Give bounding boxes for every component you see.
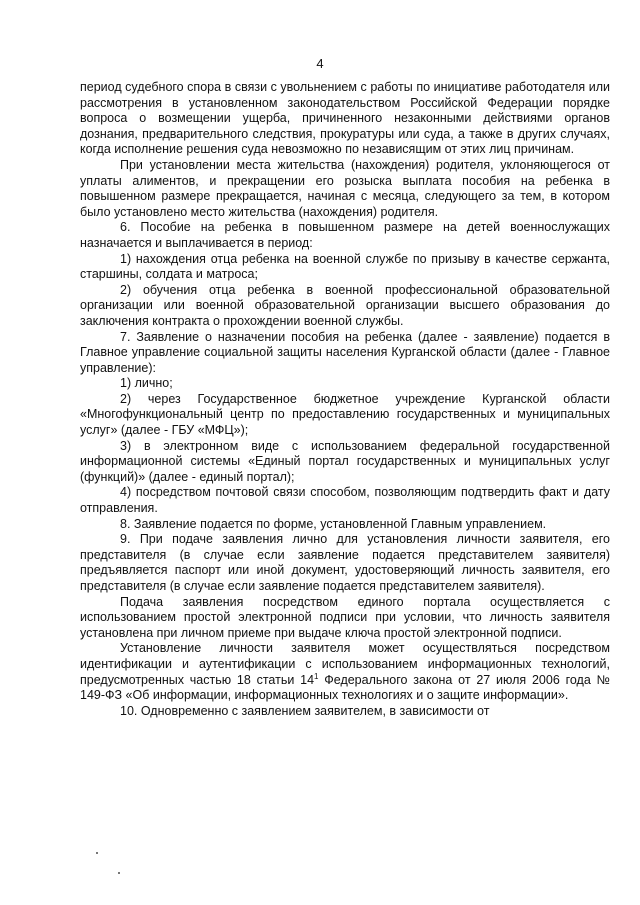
page-number: 4 — [316, 56, 324, 71]
paragraph: период судебного спора в связи с увольнением с работы по инициативе работодателя или рассмотрения в установленном законодательством Российской Федерации порядке вопроса о возмещении ущерба, причиненного незаконными действиями органов дознания, предварительного следствия, прокуратуры или суда, а также в других случаях, когда исполнение решения суда невозможно по независящим от этих лиц причинам. — [80, 80, 610, 157]
list-item: 2) через Государственное бюджетное учреждение Курганской области «Многофункциональный центр по предоставлению государственных и муниципальных услуг» (далее - ГБУ «МФЦ»); — [80, 391, 610, 438]
list-item: 2) обучения отца ребенка в военной профессиональной образовательной организации или военной образовательной организации высшего образования до заключения контракта о прохождении военной службы. — [80, 282, 610, 328]
document-body — [80, 80, 610, 719]
list-item: 1) лично; — [120, 376, 173, 391]
superscript: 1 — [314, 671, 319, 681]
paragraph: При установлении места жительства (нахождения) родителя, уклоняющегося от уплаты алиментов, и прекращении его розыска выплата пособия на ребенка в повышенном размере прекращается, начиная с месяца, следующего за тем, в котором было установлено место жительства (нахождения) родителя. — [80, 157, 610, 219]
list-item: 4) посредством почтовой связи способом, позволяющим подтвердить факт и дату отправления. — [80, 485, 610, 516]
paragraph-text: Федерального закона от 27 июля 2006 года № 149-ФЗ «Об информации, информационных технологиях и о защите информации». — [80, 672, 610, 703]
paragraph: Подача заявления посредством единого портала осуществляется с использованием простой электронной подписи при условии, что личность заявителя установлена при личном приеме при выдаче ключа простой электронной подписи. — [80, 594, 610, 640]
paragraph-identification — [80, 641, 610, 703]
paragraph: 6. Пособие на ребенка в повышенном размере на детей военнослужащих назначается и выплачивается в период: — [80, 220, 610, 250]
scan-speck — [96, 852, 98, 854]
list-item: 3) в электронном виде с использованием федеральной государственной информационной системы «Единый портал государственных и муниципальных услуг (функций)» (далее - единый портал); — [80, 438, 610, 484]
paragraph: 7. Заявление о назначении пособия на ребенка (далее - заявление) подается в Главное управление социальной защиты населения Курганской области (далее - Главное управление): — [80, 329, 610, 375]
paragraph-text: Установление личности заявителя может осуществляться посредством идентификации и аутентификации с использованием информационных технологий, предусмотренных частью 18 статьи 14 — [80, 641, 610, 687]
paragraph: 9. При подаче заявления лично для установления личности заявителя, его представителя (в случае если заявление подается представителем заявителя) предъявляется паспорт или иной документ, удостоверяющий личность заявителя, его представителя (в случае если заявление подается представителем заявителя). — [80, 532, 610, 593]
paragraph: 8. Заявление подается по форме, установленной Главным управлением. — [120, 516, 547, 531]
scan-speck — [118, 872, 120, 874]
paragraph-final: 10. Одновременно с заявлением заявителем, в зависимости от — [120, 703, 490, 718]
list-item: 1) нахождения отца ребенка на военной службе по призыву в качестве сержанта, старшины, солдата и матроса; — [80, 251, 610, 282]
